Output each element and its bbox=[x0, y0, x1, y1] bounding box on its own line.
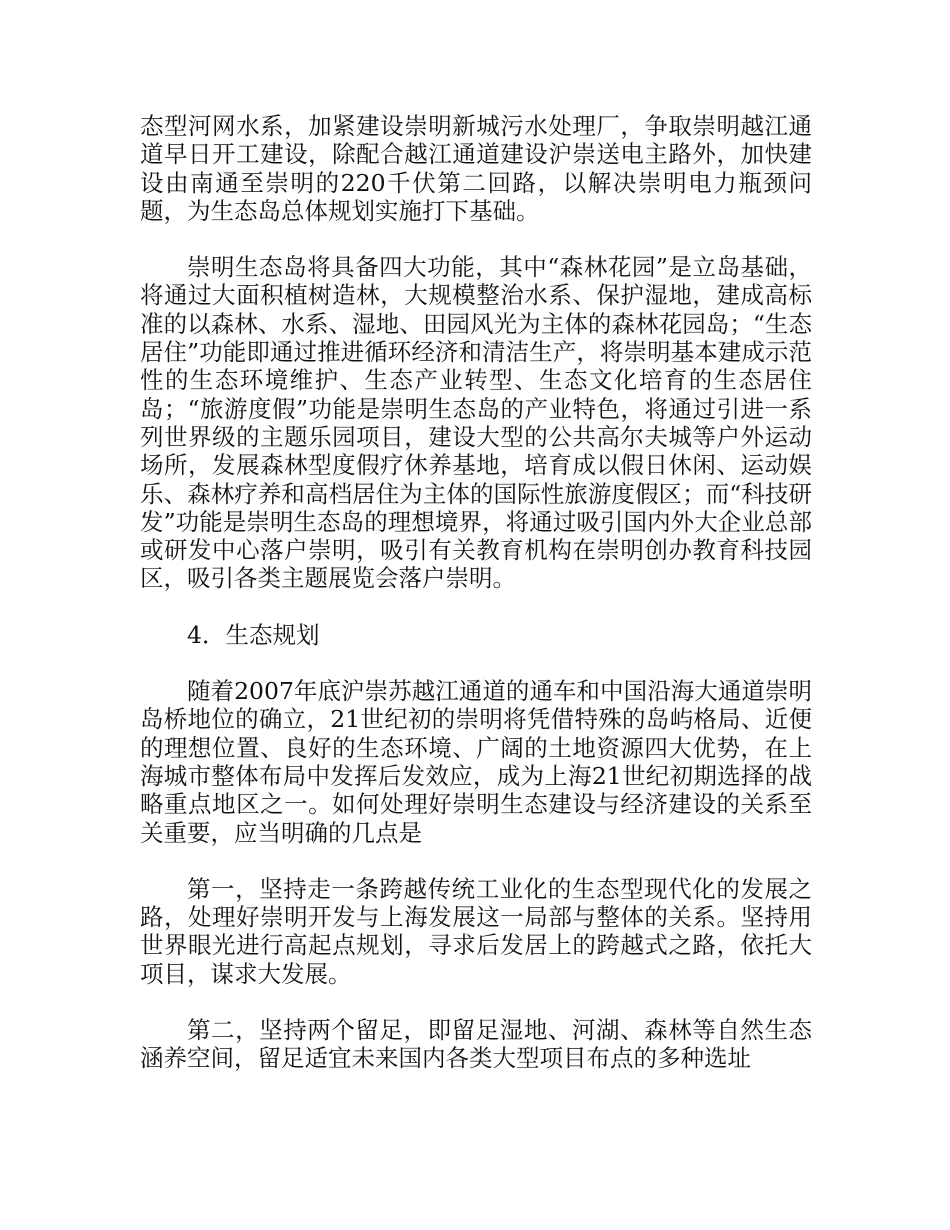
paragraph-strategic-position: 随着2007年底沪崇苏越江通道的通车和中国沿海大通道崇明岛桥地位的确立，21世纪初的崇明将凭借特殊的岛屿格局、近便的理想位置、良好的生态环境、广阔的土地资源四大优势，在上海城市整体布局中发挥后发效应，成为上海21世纪初期选择的战略重点地区之一。如何处理好崇明生态建设与经济建设的关系至关重要，应当明确的几点是 bbox=[140, 677, 812, 847]
paragraph-continuation: 态型河网水系，加紧建设崇明新城污水处理厂，争取崇明越江通道早日开工建设，除配合越江通道建设沪崇送电主路外，加快建设由南通至崇明的220千伏第二回路，以解决崇明电力瓶颈问题，为生态岛总体规划实施打下基础。 bbox=[140, 112, 812, 225]
paragraph-island-functions: 崇明生态岛将具备四大功能，其中“森林花园”是立岛基础，将通过大面积植树造林，大规模整治水系、保护湿地，建成高标准的以森林、水系、湿地、田园风光为主体的森林花园岛；“生态居住”功能即通过推进循环经济和清洁生产，将崇明基本建成示范性的生态环境维护、生态产业转型、生态文化培育的生态居住岛；“旅游度假”功能是崇明生态岛的产业特色，将通过引进一系列世界级的主题乐园项目，建设大型的公共高尔夫城等户外运动场所，发展森林型度假疗休养基地，培育成以假日休闲、运动娱乐、森林疗养和高档居住为主体的国际性旅游度假区；而“科技研发”功能是崇明生态岛的理想境界，将通过吸引国内外大企业总部或研发中心落户崇明，吸引有关教育机构在崇明创办教育科技园区，吸引各类主题展览会落户崇明。 bbox=[140, 253, 812, 593]
document-body bbox=[140, 112, 812, 1101]
section-heading-ecological-planning: 4．生态规划 bbox=[187, 620, 320, 649]
paragraph-point-one: 第一，坚持走一条跨越传统工业化的生态型现代化的发展之路，处理好崇明开发与上海发展这一局部与整体的关系。坚持用世界眼光进行高起点规划，寻求后发居上的跨越式之路，依托大项目，谋求大发展。 bbox=[140, 874, 812, 988]
paragraph-point-two: 第二，坚持两个留足，即留足湿地、河湖、森林等自然生态涵养空间，留足适宜未来国内各类大型项目布点的多种选址 bbox=[140, 1016, 812, 1073]
